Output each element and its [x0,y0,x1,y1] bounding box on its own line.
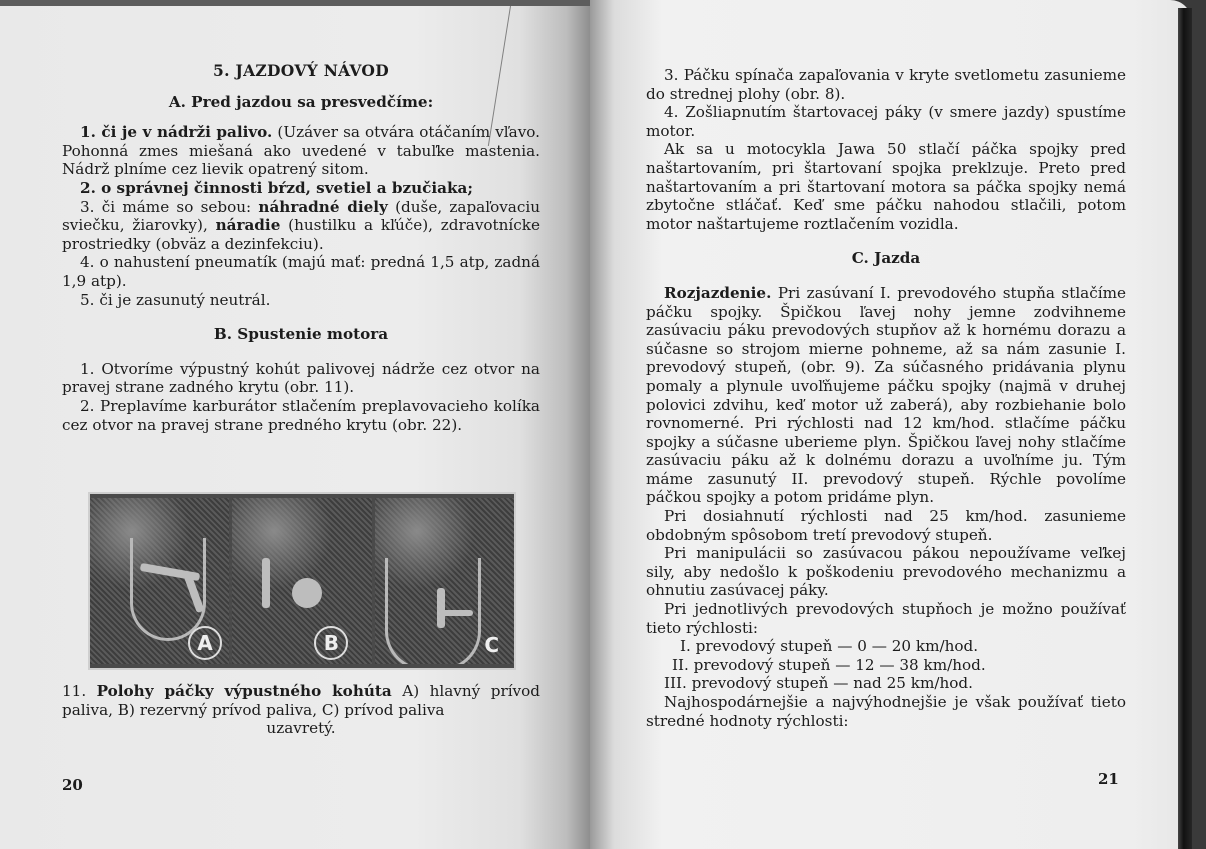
paragraph-speeds-intro: Pri jednotlivých prevodových stupňoch je možno používať tieto rýchlosti: [646,600,1126,637]
label-c: C [484,633,499,657]
paragraph-manipulation: Pri manipulácii so zasúvacou pákou nepoužívame veľkej sily, aby nedošlo k poškodeniu prevodového mechanizmu a ohnutiu zasúvacej páky. [646,544,1126,600]
section-c-heading: C. Jazda [851,249,921,268]
section-b-item-2: 2. Preplavíme karburátor stlačením preplavovacieho kolíka cez otvor na pravej strane predného krytu (obr. 22). [62,396,540,434]
page-number-left: 20 [62,776,83,794]
section-a-heading: A. Pred jazdou sa presvedčíme: [168,92,434,111]
right-page-text [646,66,1126,730]
checklist-item-2: 2. o správnej činnosti bŕzd, svetiel a bzučiaka; [80,178,473,197]
book-edge [1178,8,1192,849]
left-page [0,0,590,849]
checklist-item-4: 4. o nahustení pneumatík (majú mať: predná 1,5 atp, zadná 1,9 atp). [62,253,540,290]
section-b-item-1: 1. Otvoríme výpustný kohút palivovej nádrže cez otvor na pravej strane zadného krytu (obr. 11). [62,359,540,397]
gear-speed-list [646,637,1126,693]
paragraph-closing: Najhospodárnejšie a najvýhodnejšie je však používať tieto stredné hodnoty rýchlosti: [646,693,1126,730]
section-b-item-4: 4. Zošliapnutím štartovacej páky (v smere jazdy) spustíme motor. [646,103,1126,140]
checklist-item-5: 5. či je zasunutý neutrál. [80,290,271,309]
figure-caption: 11. Polohy páčky výpustného kohúta A) hlavný prívod paliva, B) rezervný prívod paliva, C) prívod paliva uzavretý. [62,682,541,738]
section-b-heading: B. Spustenie motora [213,325,389,344]
photo-panel-a [90,498,229,664]
speed-gear-1: I. prevodový stupeň — 0 — 20 km/hod. [680,637,979,656]
right-page [590,0,1192,849]
section-b-item-3: 3. Páčku spínača zapaľovania v kryte svetlometu zasunieme do strednej plohy (obr. 8). [646,66,1126,103]
checklist-item-3: 3. či máme so sebou: náhradné diely (duše, zapaľovaciu sviečku, žiarovky), náradie (hustilku a kľúče), zdravotnícke prostriedky (obväz a dezinfekciu). [62,197,540,253]
rozjazdenie-paragraph: Rozjazdenie. Pri zasúvaní I. prevodového stupňa stlačíme páčku spojky. Špičkou ľavej nohy jemne zodvihneme zasúvaciu páku prevodových stupňov až k hornému dorazu a súčasne so strojom mierne pohneme, až sa nám zasunie I. prevodový stupeň, (obr. 9). Za súčasného pridávania plynu pomaly a plynule uvoľňujeme páčku spojky (najmä v druhej polovici zdvihu, keď motor už zaberá), aby rozbiehanie bolo rovnomerné. Pri rýchlosti nad 12 km/hod. stlačíme páčku spojky a súčasne uberieme plyn. Špičkou ľavej nohy stlačíme zasúvaciu páku až k dolnému dorazu a uvoľníme ju. Tým máme zasunutý II. prevodový stupeň. Rýchle povolíme páčkou spojky a potom pridáme plyn. [646,283,1126,507]
page-number-right: 21 [1098,770,1119,788]
jawa-note: Ak sa u motocykla Jawa 50 stlačí páčka spojky pred naštartovaním, pri štartovaní spojka preklzuje. Preto pred naštartovaním a pri štartovaní motora sa páčka spojky nemá zbytočne stláčať. Keď sme páčku nahodou stlačili, potom motor naštartujeme roztlačením vozidla. [646,140,1126,233]
photo-panel-c [375,498,514,664]
checklist-item-1: 1. či je v nádrži palivo. (Uzáver sa otvára otáčaním vľavo. Pohonná zmes miešaná ako uvedené v tabuľke mastenia. Nádrž plníme cez lievik opatrený sitom. [62,123,540,179]
speed-gear-3: III. prevodový stupeň — nad 25 km/hod. [664,674,973,693]
chapter-title: 5. JAZDOVÝ NÁVOD [213,61,389,80]
photo-panel-b [232,498,371,664]
left-page-text [62,62,540,434]
figure-11-photo [88,492,516,670]
paragraph-third-gear: Pri dosiahnutí rýchlosti nad 25 km/hod. zasunieme obdobným spôsobom tretí prevodový stupeň. [646,507,1126,544]
speed-gear-2: II. prevodový stupeň — 12 — 38 km/hod. [672,655,986,674]
label-b: B [314,626,348,660]
label-a: A [188,626,222,660]
